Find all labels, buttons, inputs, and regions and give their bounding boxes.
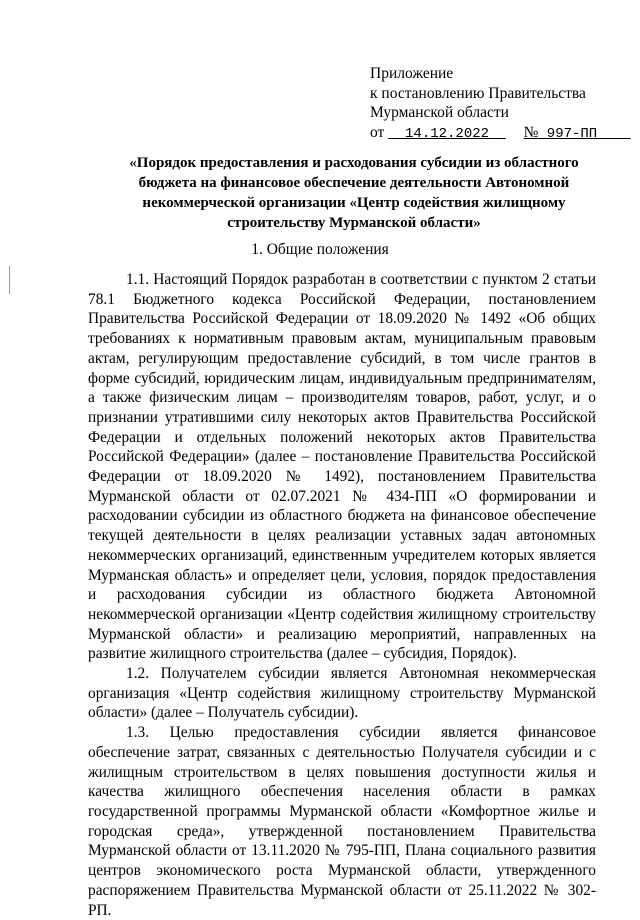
- paragraph-1-2: 1.2. Получателем субсидии является Автономная некоммерческая организация «Центр содействия жилищному строительству Мурманской области» (далее – Получатель субсидии).: [88, 665, 596, 722]
- approval-block: [370, 64, 610, 144]
- section-heading: 1. Общие положения: [251, 241, 389, 258]
- document-body: [88, 270, 596, 920]
- approval-number: № 997-ПП: [523, 123, 598, 142]
- approval-line-2: к постановлению Правительства: [370, 84, 586, 102]
- from-label: от: [370, 123, 385, 141]
- document-title: «Порядок предоставления и расходования субсидии из областного бюджета на финансовое обеспечение деятельности Автономной некоммерческой организации «Центр содействия жилищному строительству Мурманской области»: [129, 155, 579, 231]
- paragraph-1-3: 1.3. Целью предоставления субсидии является финансовое обеспечение затрат, связанных с деятельностью Получателя субсидии и с жилищным строительством в целях повышения доступности жилья и качества жилищного обеспечения населения области в рамках государственной программы Мурманской области «Комфортное жилье и городская среда», утвержденной постановлением Правительства Мурманской области от 13.11.2020 № 795-ПП, Плана социального развития центров экономического роста Мурманской области, утвержденного распоряжением Правительства Мурманской области от 25.11.2022 № 302-РП.: [88, 724, 596, 919]
- approval-line-3: Мурманской области: [370, 104, 509, 121]
- scan-margin-mark: [9, 266, 10, 294]
- approval-line-1: Приложение: [370, 65, 454, 82]
- approval-date: 14.12.2022: [405, 125, 490, 142]
- paragraph-1-1: 1.1. Настоящий Порядок разработан в соответствии с пунктом 2 статьи 78.1 Бюджетного кодекса Российской Федерации, постановлением Правительства Российской Федерации от 18.09.2020 № 1492 «Об общих требованиях к нормативным правовым актам, муниципальным правовым актам, регулирующим предоставление субсидий, в том числе грантов в форме субсидий, юридическим лицам, индивидуальным предпринимателям, а также физическим лицам – производителям товаров, работ, услуг, и о признании утратившими силу некоторых актов Правительства Российской Федерации и отдельных положений некоторых актов Правительства Российской Федерации» (далее – постановление Правительства Российской Федерации от 18.09.2020 № 1492), постановлением Правительства Мурманской области от 02.07.2021 № 434-ПП «О формировании и расходовании субсидии из областного бюджета на финансовое обеспечение текущей деятельности в целях реализации уставных задач автономных некоммерческих организаций, единственным учредителем которых является Мурманская область» и определяет цели, условия, порядок предоставления и расходования субсидии из областного бюджета Автономной некоммерческой организации «Центр содействия жилищному строительству Мурманской области» и реализацию мероприятий, направленных на развитие жилищного строительства (далее – субсидия, Порядок).: [88, 271, 596, 663]
- approval-date-line: [370, 123, 610, 145]
